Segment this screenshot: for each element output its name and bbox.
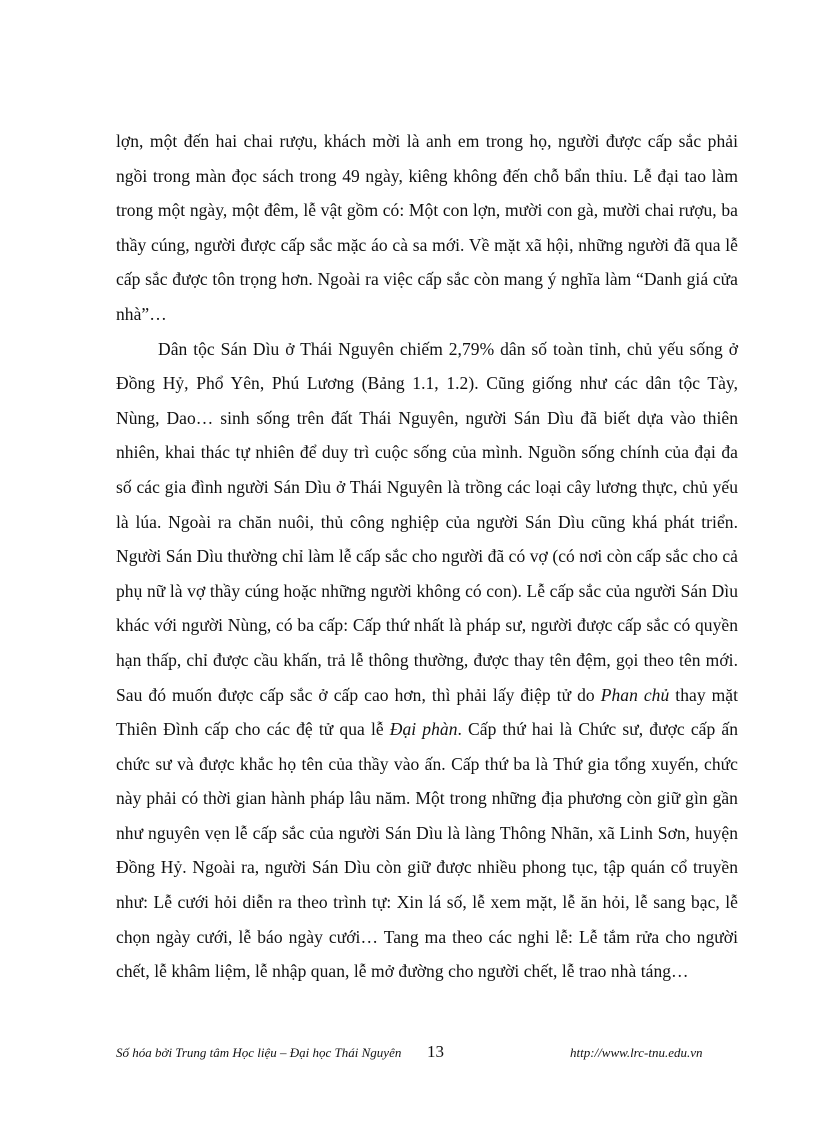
italic-term-dai-phan: Đại phàn xyxy=(389,719,458,740)
paragraph-2-text-part-3: . Cấp thứ hai là Chức sư, được cấp ấn chức sư và được khắc họ tên của thầy vào ấn. Cấp thứ ba là Thứ gia tổng xuyến, chức này phải có thời gian hành pháp lâu năm. Một trong những địa phương còn giữ gìn gần như nguyên vẹn lễ cấp sắc của người Sán Dìu là làng Thông Nhãn, xã Linh Sơn, huyện Đồng Hỷ. Ngoài ra, người Sán Dìu còn giữ được nhiều phong tục, tập quán cổ truyền như: Lễ cưới hỏi diễn ra theo trình tự: Xin lá số, lễ xem mặt, lễ ăn hỏi, lễ sang bạc, lễ chọn ngày cưới, lễ báo ngày cưới… Tang ma theo các nghi lễ: Lễ tắm rửa cho người chết, lễ khâm liệm, lễ nhập quan, lễ mở đường cho người chết, lễ trao nhà táng… xyxy=(116,719,738,982)
footer-digitized-by: Số hóa bởi Trung tâm Học liệu – Đại học Thái Nguyên xyxy=(116,1045,402,1060)
italic-term-phan-chu: Phan chủ xyxy=(600,684,670,705)
page-body xyxy=(116,124,738,989)
page-footer xyxy=(0,1041,816,1071)
paragraph-1-text: lợn, một đến hai chai rượu, khách mời là anh em trong họ, người được cấp sắc phải ngồi trong màn đọc sách trong 49 ngày, kiêng không đến chỗ bẩn thỉu. Lễ đại tao làm trong một ngày, một đêm, lễ vật gồm có: Một con lợn, mười con gà, mười chai rượu, ba thầy cúng, người được cấp sắc mặc áo cà sa mới. Về mặt xã hội, những người đã qua lễ cấp sắc được tôn trọng hơn. Ngoài ra việc cấp sắc còn mang ý nghĩa làm “Danh giá cửa nhà”… xyxy=(116,131,738,324)
paragraph-1 xyxy=(116,124,738,332)
paragraph-2 xyxy=(116,332,738,989)
paragraph-2-text-part-2: thay mặt Thiên Đình cấp cho các đệ tử qua lễ xyxy=(116,684,739,740)
footer-url: http://www.lrc-tnu.edu.vn xyxy=(570,1045,703,1060)
paragraph-2-text-part-1: Dân tộc Sán Dìu ở Thái Nguyên chiếm 2,79% dân số toàn tỉnh, chủ yếu sống ở Đồng Hỷ, Phổ Yên, Phú Lương (Bảng 1.1, 1.2). Cũng giống như các dân tộc Tày, Nùng, Dao… sinh sống trên đất Thái Nguyên, người Sán Dìu đã biết dựa vào thiên nhiên, khai thác tự nhiên để duy trì cuộc sống của mình. Nguồn sống chính của đại đa số các gia đình người Sán Dìu ở Thái Nguyên là trồng các loại cây lương thực, chủ yếu là lúa. Ngoài ra chăn nuôi, thủ công nghiệp của người Sán Dìu cũng khá phát triển. Người Sán Dìu thường chỉ làm lễ cấp sắc cho người đã có vợ (có nơi còn cấp sắc cho cả phụ nữ là vợ thầy cúng hoặc những người không có con). Lễ cấp sắc của người Sán Dìu khác với người Nùng, có ba cấp: Cấp thứ nhất là pháp sư, người được cấp sắc có quyền hạn thấp, chỉ được cầu khấn, trả lễ thông thường, được thay tên đệm, gọi theo tên mới. Sau đó muốn được cấp sắc ở cấp cao hơn, thì phải lấy điệp tử do xyxy=(116,338,738,705)
page-number: 13 xyxy=(427,1042,444,1061)
